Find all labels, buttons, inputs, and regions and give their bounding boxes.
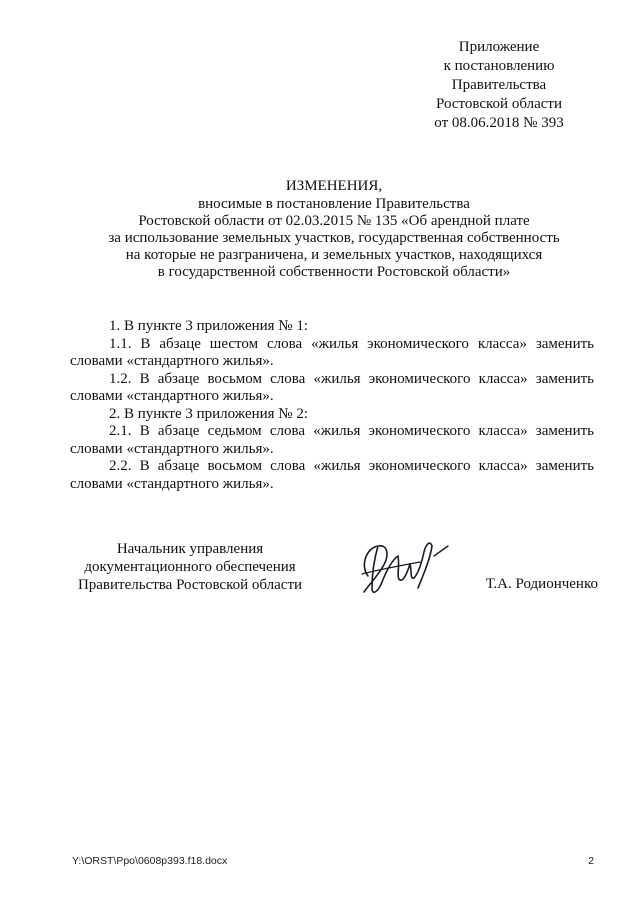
title-line: Ростовской области от 02.03.2015 № 135 «Об арендной плате — [138, 213, 530, 229]
position-line: документационного обеспечения — [84, 559, 296, 575]
document-title — [60, 178, 608, 281]
appendix-line: Приложение — [458, 39, 540, 55]
signature-block — [70, 540, 598, 610]
appendix-line: Ростовской области — [436, 96, 562, 112]
body-paragraph: 1. В пункте 3 приложения № 1: — [109, 318, 309, 334]
body-paragraph: 1.2. В абзаце восьмом слова «жилья экономического класса» заменить словами «стандартного жилья». — [70, 370, 594, 404]
position-line: Правительства Ростовской области — [77, 577, 303, 593]
file-path: Y:\ORST\Ppo\0608p393.f18.docx — [72, 855, 228, 867]
title-line: вносимые в постановление Правительства — [198, 196, 470, 212]
body-paragraph: 2.2. В абзаце восьмом слова «жилья экономического класса» заменить словами «стандартного жилья». — [70, 458, 594, 492]
appendix-line: к постановлению — [443, 58, 555, 74]
body-paragraph: 2. В пункте 3 приложения № 2: — [109, 405, 309, 422]
page-number: 2 — [588, 855, 594, 867]
title-line: на которые не разграничена, и земельных участков, находящихся — [125, 247, 543, 263]
title-line: за использование земельных участков, государственная собственность — [108, 230, 560, 246]
appendix-line: Правительства — [451, 77, 547, 93]
handwritten-signature — [338, 526, 458, 606]
body-paragraph: 2.1. В абзаце седьмом слова «жилья экономического класса» заменить словами «стандартного жилья». — [70, 423, 594, 457]
title-heading: ИЗМЕНЕНИЯ, — [285, 178, 383, 194]
body-paragraph: 1.1. В абзаце шестом слова «жилья экономического класса» заменить словами «стандартного жилья». — [70, 335, 594, 369]
appendix-header — [380, 38, 618, 133]
document-body — [70, 318, 594, 493]
title-line: в государственной собственности Ростовской области» — [157, 264, 511, 280]
position-line: Начальник управления — [116, 541, 264, 557]
signatory-position — [70, 540, 310, 594]
signatory-name: Т.А. Родионченко — [485, 576, 598, 592]
appendix-line: от 08.06.2018 № 393 — [434, 115, 564, 131]
